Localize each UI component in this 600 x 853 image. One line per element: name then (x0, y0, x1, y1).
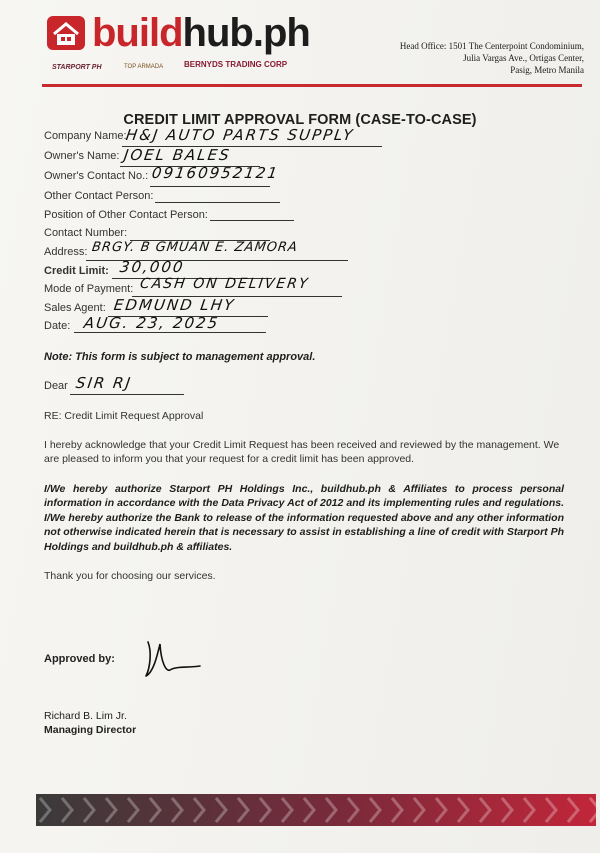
header-divider (42, 84, 582, 87)
sub-brand-logos (52, 58, 288, 78)
field-label: Owner's Name: (44, 150, 120, 162)
field-label: Mode of Payment: (44, 283, 134, 295)
head-office-address (334, 40, 584, 76)
field-position-other-contact (44, 209, 208, 221)
field-label: Address: (44, 246, 88, 258)
field-label: Contact Number: (44, 227, 128, 239)
form-title: CREDIT LIMIT APPROVAL FORM (CASE-TO-CASE) (123, 112, 477, 128)
field-date (44, 320, 70, 332)
sub-brand-bernyds: BERNYDS TRADING CORP (184, 60, 288, 69)
company-name-value: H&J AUTO PARTS SUPPLY (124, 126, 356, 144)
owner-name-value: JOEL BALES (122, 146, 233, 164)
credit-limit-value: 30,000 (118, 258, 186, 276)
acknowledgement-paragraph: I hereby acknowledge that your Credit Limit Request has been received and reviewed by the management. We are pleased to inform you that your request for a credit limit has been approved. (44, 439, 560, 465)
field-other-contact-person (44, 190, 153, 202)
sub-brand-toparmada: TOP ARMADA (124, 64, 164, 70)
brand-part-hub: hub.ph (182, 11, 310, 55)
head-office-line3: Pasig, Metro Manila (510, 65, 584, 75)
head-office-line2: Julia Vargas Ave., Ortigas Center, (463, 53, 584, 63)
field-company-name (44, 130, 127, 142)
signature-icon (140, 632, 210, 682)
fill-line (74, 332, 266, 333)
owner-contact-value: 09160952121 (150, 164, 281, 182)
field-contact-number (44, 227, 127, 239)
address-value: BRGY. B GMUAN E. ZAMORA (90, 240, 299, 255)
field-sales-agent (44, 302, 106, 314)
field-label: Company Name: (44, 130, 127, 142)
field-label: Position of Other Contact Person: (44, 209, 208, 221)
field-label: Credit Limit: (44, 265, 109, 277)
field-owner-name (44, 150, 119, 162)
sales-agent-value: EDMUND LHY (112, 296, 237, 314)
brand-part-build: build (92, 11, 183, 55)
date-value: AUG. 23, 2025 (82, 314, 221, 332)
fill-line (70, 394, 184, 395)
mode-of-payment-value: CASH ON DELIVERY (138, 276, 311, 292)
approval-note: Note: This form is subject to management approval. (44, 351, 316, 363)
field-mode-of-payment (44, 283, 133, 295)
data-privacy-paragraph: I/We hereby authorize Starport PH Holdings Inc., buildhub.ph & Affiliates to process personal information in accordance with the Data Privacy Act of 2012 and its implementing rules and regulations. I/We hereby authorize the Bank to release of the information requested above and any other information not otherwise indicated herein that is necessary to assist in establishing a line of credit with Starport Ph Holdings and buildhub.ph & affiliates. (44, 483, 564, 553)
fill-line (210, 220, 294, 221)
salutation-value: SIR RJ (74, 374, 134, 392)
sub-brand-starport: STARPORT PH (52, 64, 102, 71)
brand-name (92, 10, 310, 56)
approved-by-label: Approved by: (44, 653, 115, 665)
buildhub-logo-icon (46, 14, 86, 52)
fill-line (150, 186, 270, 187)
head-office-line1: Head Office: 1501 The Centerpoint Condominium, (399, 41, 584, 51)
fill-line (155, 202, 280, 203)
field-address (44, 246, 87, 258)
subject-line: RE: Credit Limit Request Approval (44, 410, 204, 422)
field-owner-contact (44, 170, 148, 182)
field-label: Other Contact Person: (44, 190, 154, 202)
footer-chevron-band (36, 794, 596, 826)
signer-name: Richard B. Lim Jr. (44, 710, 127, 722)
salutation-label: Dear (44, 380, 68, 392)
field-label: Sales Agent: (44, 302, 106, 314)
signer-role: Managing Director (44, 724, 137, 736)
field-label: Date: (44, 320, 71, 332)
field-credit-limit (44, 265, 109, 277)
thank-you-line: Thank you for choosing our services. (44, 570, 216, 582)
field-label: Owner's Contact No.: (44, 170, 149, 182)
